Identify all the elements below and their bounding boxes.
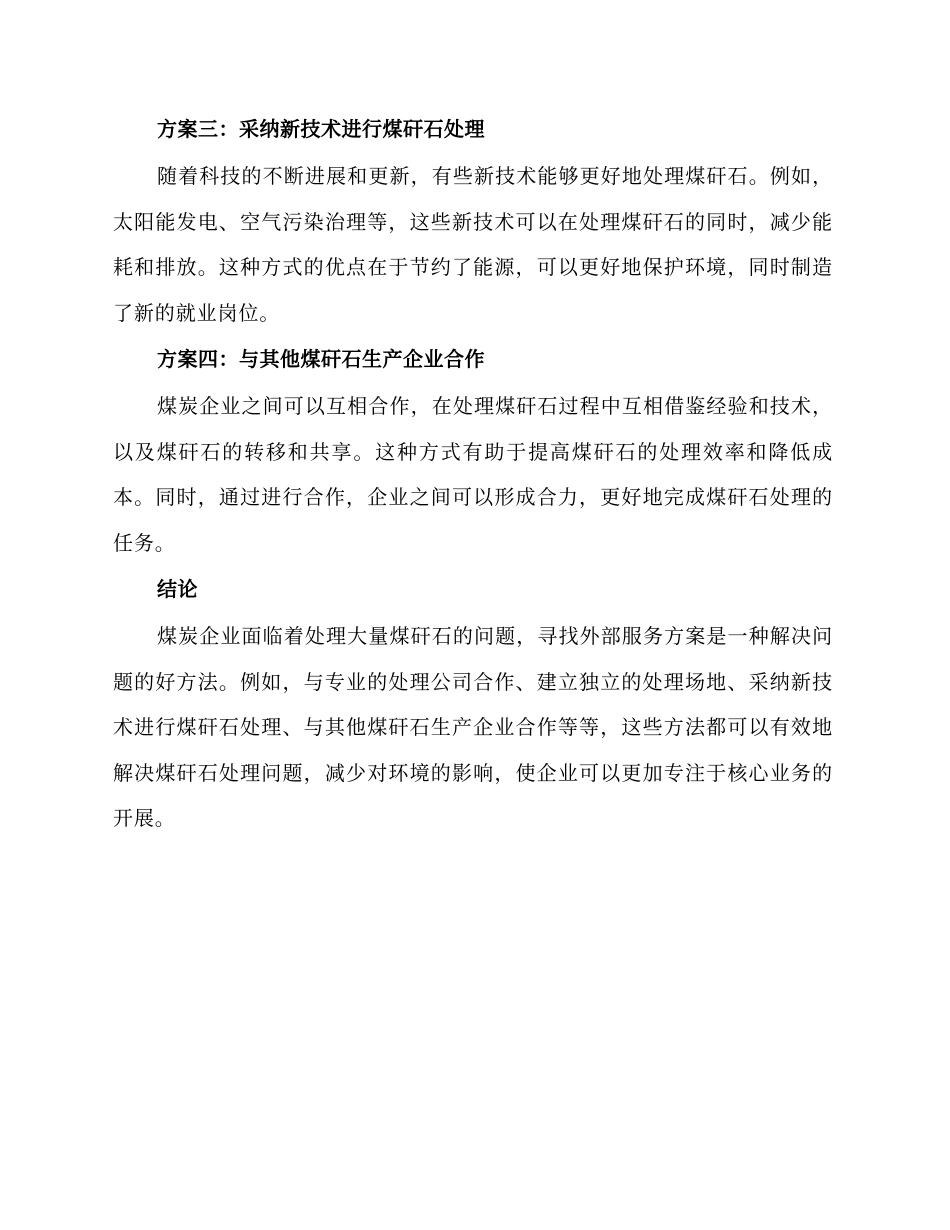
document-page — [113, 110, 833, 846]
section-plan-four — [113, 340, 833, 566]
section-conclusion — [113, 570, 833, 842]
section-paragraph: 煤炭企业面临着处理大量煤矸石的问题，寻找外部服务方案是一种解决问题的好方法。例如，与专业的处理公司合作、建立独立的处理场地、采纳新技术进行煤矸石处理、与其他煤矸石生产企业合作等等，这些方法都可以有效地解决煤矸石处理问题，减少对环境的影响，使企业可以更加专注于核心业务的开展。 — [113, 624, 833, 830]
section-heading: 结论 — [157, 577, 198, 601]
section-paragraph: 随着科技的不断进展和更新，有些新技术能够更好地处理煤矸石。例如，太阳能发电、空气污染治理等，这些新技术可以在处理煤矸石的同时，减少能耗和排放。这种方式的优点在于节约了能源，可以更好地保护环境，同时制造了新的就业岗位。 — [113, 164, 833, 325]
section-heading: 方案四：与其他煤矸石生产企业合作 — [157, 347, 485, 371]
section-paragraph: 煤炭企业之间可以互相合作，在处理煤矸石过程中互相借鉴经验和技术，以及煤矸石的转移和共享。这种方式有助于提高煤矸石的处理效率和降低成本。同时，通过进行合作，企业之间可以形成合力，更好地完成煤矸石处理的任务。 — [113, 394, 833, 555]
section-plan-three — [113, 110, 833, 336]
section-heading: 方案三：采纳新技术进行煤矸石处理 — [157, 117, 485, 141]
